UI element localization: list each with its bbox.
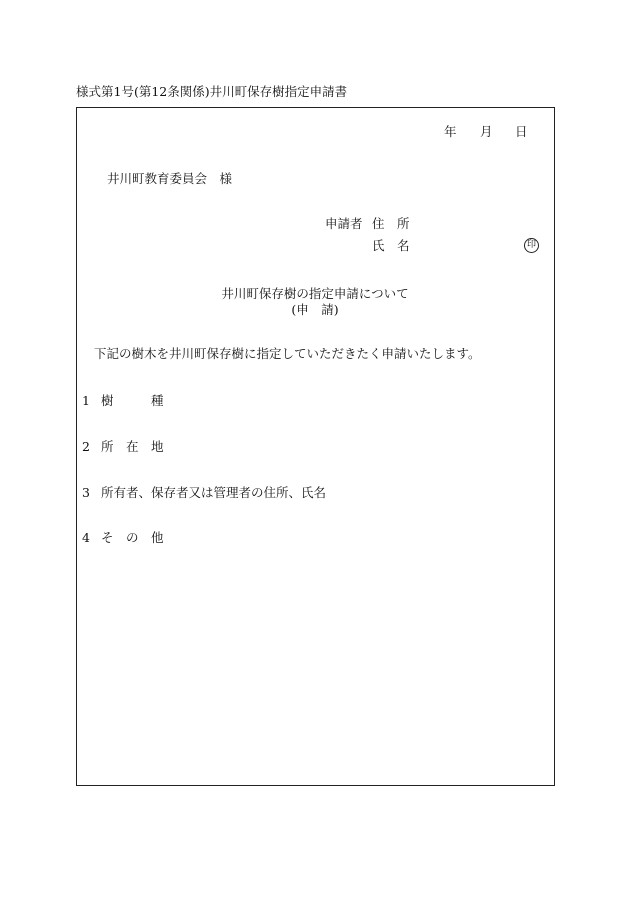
applicant-name-label: 氏 名 (372, 238, 410, 253)
item-number: 3 (82, 485, 90, 500)
item-label: 所 在 地 (101, 439, 164, 454)
seal-mark-icon: 印 (524, 238, 539, 253)
item-label: 樹 種 (101, 393, 164, 408)
document-title: 井川町保存樹の指定申請について (221, 286, 409, 301)
applicant-address-label: 住 所 (372, 216, 410, 231)
item-number: 4 (82, 530, 90, 545)
document-subtitle: (申 請) (291, 302, 339, 317)
date-day-label: 日 (515, 124, 528, 139)
addressee: 井川町教育委員会 様 (107, 171, 233, 186)
item-label: 所有者、保存者又は管理者の住所、氏名 (101, 485, 327, 500)
intro-text: 下記の樹木を井川町保存樹に指定していただきたく申請いたします。 (94, 346, 481, 361)
applicant-label: 申請者 (325, 216, 363, 231)
item-number: 2 (82, 439, 90, 454)
form-header: 様式第1号(第12条関係)井川町保存樹指定申請書 (76, 84, 348, 99)
date-month-label: 月 (480, 124, 493, 139)
item-label: そ の 他 (101, 530, 164, 545)
date-year-label: 年 (444, 124, 457, 139)
item-number: 1 (82, 393, 90, 408)
